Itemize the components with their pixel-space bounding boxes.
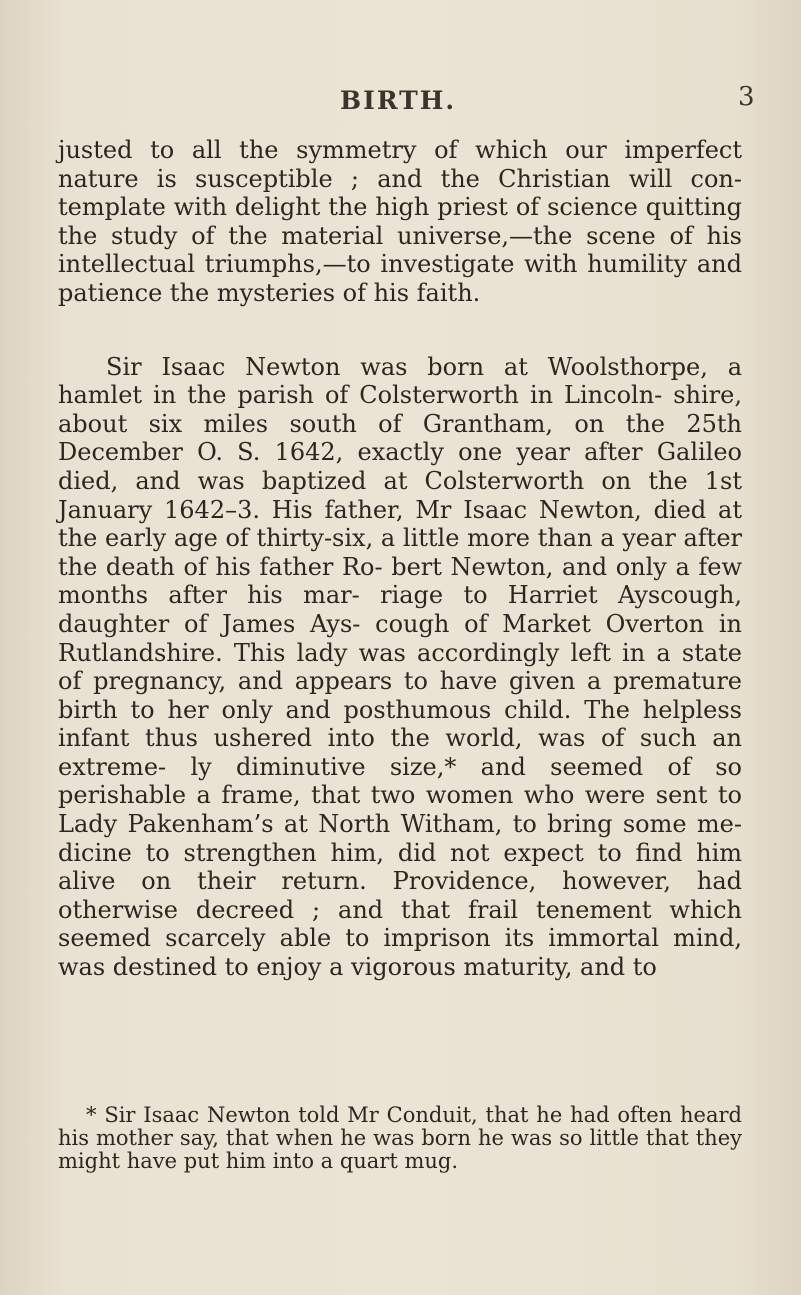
page-number: 3: [738, 82, 755, 112]
main-text: [58, 136, 742, 982]
footnote: * Sir Isaac Newton told Mr Conduit, that he had often heard his mother say, that when he was born he was so little that they might have put him into a quart mug.: [58, 1103, 742, 1173]
running-head: [0, 82, 801, 126]
running-title: BIRTH.: [340, 86, 457, 115]
paragraph-continuation: justed to all the symmetry of which our imperfect nature is susceptible ; and the Christian will con- template with delight the high priest of science quitting the study of the material universe,—the scene of his intellectual triumphs,—to investigate with humility and patience the mysteries of his faith.: [58, 136, 742, 307]
paragraph-newton-birth: Sir Isaac Newton was born at Woolsthorpe, a hamlet in the parish of Colsterworth in Lincoln- shire, about six miles south of Grantham, on the 25th December O. S. 1642, exactly one year after Galileo died, and was baptized at Colsterworth on the 1st January 1642–3. His father, Mr Isaac Newton, died at the early age of thirty-six, a little more than a year after the death of his father Ro- bert Newton, and only a few months after his mar- riage to Harriet Ayscough, daughter of James Ays- cough of Market Overton in Rutlandshire. This lady was accordingly left in a state of pregnancy, and appears to have given a premature birth to her only and posthumous child. The helpless infant thus ushered into the world, was of such an extreme- ly diminutive size,* and seemed of so perishable a frame, that two women who were sent to Lady Pakenham’s at North Witham, to bring some me- dicine to strengthen him, did not expect to find him alive on their return. Providence, however, had otherwise decreed ; and that frail tenement which seemed scarcely able to imprison its immortal mind, was destined to enjoy a vigorous maturity, and to: [58, 352, 742, 982]
